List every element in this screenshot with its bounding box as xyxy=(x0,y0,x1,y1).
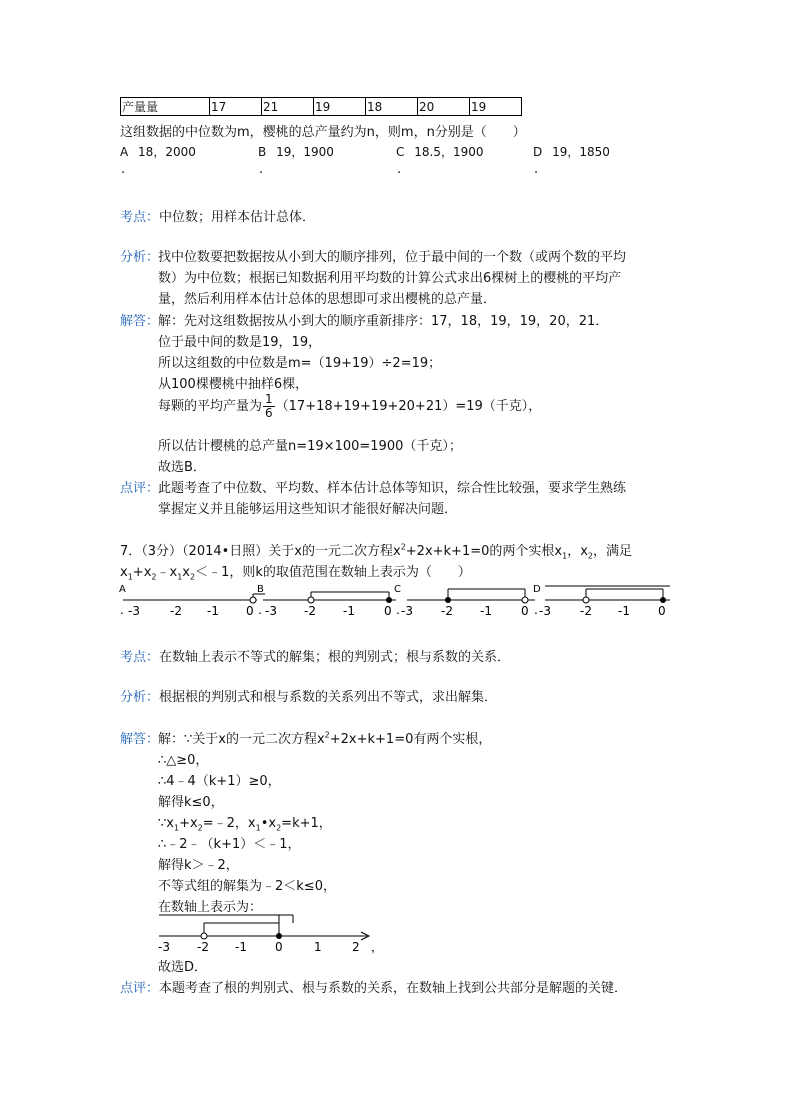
option-dot: . xyxy=(120,603,124,617)
option-d[interactable] xyxy=(533,143,610,160)
yield-table xyxy=(120,97,522,116)
jieda-line: 所以估计樱桃的总产量n=19×100=1900（千克）； xyxy=(158,439,462,454)
jieda-line: 所以这组数的中位数是m=（19+19）÷2=19； xyxy=(158,356,442,371)
fenxi-label: 分析： xyxy=(120,690,160,705)
closed-point xyxy=(276,933,282,939)
q7-stem-line2: $x_1+x_2﹣x_1x_2<﹣1$，则k的取值范围在数轴上表示为（ ） xyxy=(120,565,471,582)
fenxi-line xyxy=(120,686,497,705)
option-a[interactable] xyxy=(120,143,196,160)
tick-label: 0 xyxy=(521,604,529,618)
jieda-line: 故选B． xyxy=(158,460,206,475)
option-c[interactable] xyxy=(396,143,483,160)
option-letter: A xyxy=(120,145,129,159)
tick-label: -1 xyxy=(343,604,355,618)
tick-label: -2 xyxy=(170,604,182,618)
table-cell: 17 xyxy=(210,98,262,116)
closed-point xyxy=(386,597,392,603)
option-text: 18.5，1900 xyxy=(414,145,484,159)
tick-label: -3 xyxy=(539,604,551,618)
tick-label: -2 xyxy=(304,604,316,618)
option-a-number-line[interactable] xyxy=(119,584,265,618)
fraction-denominator: 6 xyxy=(265,406,273,420)
option-text: 19，1900 xyxy=(276,145,334,159)
dianping-line xyxy=(120,977,627,996)
option-dot: . xyxy=(259,162,264,177)
fenxi-text: 根据根的判别式和根与系数的关系列出不等式，求出解集． xyxy=(159,690,498,705)
fraction-numerator: 1 xyxy=(265,392,273,406)
option-letter: C xyxy=(396,145,405,159)
option-letter: B xyxy=(258,145,267,159)
table-cell: 21 xyxy=(262,98,314,116)
fraction xyxy=(263,393,275,420)
jieda-line: 不等式组的解集为﹣2＜k≤0， xyxy=(158,879,336,894)
kaodian-text: 在数轴上表示不等式的解集；根的判别式；根与系数的关系． xyxy=(159,650,511,665)
option-dot: . xyxy=(258,603,262,617)
option-b[interactable] xyxy=(258,143,334,160)
option-letter: C xyxy=(394,584,401,595)
kaodian-label: 考点： xyxy=(120,650,160,665)
fenxi-label: 分析： xyxy=(120,250,160,265)
jieda-line: ∴﹣2﹣（k+1）＜﹣1， xyxy=(158,837,301,852)
kaodian-line xyxy=(120,206,315,225)
option-c-number-line[interactable] xyxy=(394,584,535,618)
tick-label: -1 xyxy=(480,604,492,618)
tick-label: 0 xyxy=(384,604,392,618)
tick-label: 2 xyxy=(352,940,360,954)
option-dot: . xyxy=(534,162,539,177)
tick-label: 0 xyxy=(658,604,666,618)
option-dot: . xyxy=(534,603,538,617)
tick-label: 0 xyxy=(246,604,254,618)
dianping-line: 此题考查了中位数、平均数、样本估计总体等知识，综合性比较强，要求学生熟练 xyxy=(158,481,627,496)
dianping-text: 本题考查了根的判别式、根与系数的关系，在数轴上找到公共部分是解题的关键． xyxy=(159,981,628,996)
kaodian-label: 考点： xyxy=(120,210,160,225)
table-cell: 19 xyxy=(470,98,522,116)
tick-label: 1 xyxy=(314,940,322,954)
option-letter: A xyxy=(119,584,126,595)
average-prefix: 每颗的平均产量为 xyxy=(158,399,263,414)
jieda-line: 从100棵樱桃中抽样6棵， xyxy=(158,377,309,392)
option-text: 18，2000 xyxy=(138,145,196,159)
tick-label: -1 xyxy=(207,604,219,618)
tick-label: -2 xyxy=(580,604,592,618)
tick-label: 0 xyxy=(275,940,283,954)
jieda-line: 在数轴上表示为： xyxy=(158,900,263,915)
average-line xyxy=(158,393,541,420)
jieda-line: ∴4﹣4（k+1）≥0， xyxy=(158,774,281,789)
option-letter: D xyxy=(533,145,543,159)
jieda-line: 解得k≤0， xyxy=(158,795,224,810)
table-row xyxy=(121,98,522,116)
open-point xyxy=(583,597,589,603)
fenxi-line: 数）为中位数；根据已知数据利用平均数的计算公式求出6棵树上的樱桃的平均产 xyxy=(158,271,622,286)
dianping-label: 点评： xyxy=(120,981,160,996)
option-letter: D xyxy=(533,584,541,595)
jieda-line: 故选D． xyxy=(158,960,208,975)
q7-stem-line1: 7．（3分）（2014•日照）关于x的一元二次方程$x^2+2x+k+1=0$的两个实根$x_1$，$x_2$，满足 xyxy=(120,542,632,561)
open-point xyxy=(250,597,256,603)
tick-label: -3 xyxy=(158,940,170,954)
jieda-line: 解：∵关于x的一元二次方程$x^2+2x+k+1=0$有两个实根， xyxy=(158,730,492,747)
option-dot: . xyxy=(396,603,400,617)
fenxi-line: 找中位数要把数据按从小到大的顺序排列，位于最中间的一个数（或两个数的平均 xyxy=(158,250,627,265)
option-b-number-line[interactable] xyxy=(257,584,396,618)
tick-label: -3 xyxy=(401,604,413,618)
tick-label: -2 xyxy=(197,940,209,954)
table-cell: 产量量 xyxy=(121,98,210,116)
jieda-line: 位于最中间的数是19，19， xyxy=(158,335,322,350)
number-line-options xyxy=(115,580,675,622)
question-stem: 这组数据的中位数为m，樱桃的总产量约为n，则m，n分别是（ ） xyxy=(120,125,526,140)
open-point xyxy=(308,597,314,603)
option-letter: B xyxy=(257,584,264,595)
tick-label: -1 xyxy=(235,940,247,954)
dianping-label: 点评： xyxy=(120,481,160,496)
option-dot: . xyxy=(121,162,126,177)
option-d-number-line[interactable] xyxy=(533,584,670,618)
table-cell: 20 xyxy=(418,98,470,116)
dianping-line: 掌握定义并且能够运用这些知识才能很好解决问题． xyxy=(158,502,458,517)
kaodian-line xyxy=(120,646,510,665)
tick-label: -1 xyxy=(618,604,630,618)
kaodian-text: 中位数；用样本估计总体． xyxy=(159,210,316,225)
jieda-line: ∴△≥0， xyxy=(158,753,209,768)
tick-label: -3 xyxy=(128,604,140,618)
vieta-line: $\because x_1+x_2=﹣2$，$x_1•x_2=k+1$， xyxy=(158,816,332,833)
table-cell: 19 xyxy=(314,98,366,116)
closed-point xyxy=(660,597,666,603)
closed-point xyxy=(445,597,451,603)
jieda-label: 解答： xyxy=(120,732,160,747)
jieda-line: 解：先对这组数据按从小到大的顺序重新排序：17，18，19，19，20，21． xyxy=(158,314,609,329)
tick-label: -2 xyxy=(441,604,453,618)
tick-label: -3 xyxy=(265,604,277,618)
average-suffix: （17+18+19+19+20+21）=19（千克）， xyxy=(275,399,542,414)
answer-number-line xyxy=(155,912,395,956)
option-text: 19，1850 xyxy=(552,145,610,159)
answer-comma: ， xyxy=(371,940,384,954)
option-dot: . xyxy=(397,162,402,177)
jieda-line: 解得k＞﹣2， xyxy=(158,858,239,873)
fenxi-line: 量，然后利用样本估计总体的思想即可求出樱桃的总产量． xyxy=(158,292,497,307)
open-point xyxy=(522,597,528,603)
table-cell: 18 xyxy=(366,98,418,116)
open-point xyxy=(201,933,207,939)
jieda-label: 解答： xyxy=(120,314,160,329)
